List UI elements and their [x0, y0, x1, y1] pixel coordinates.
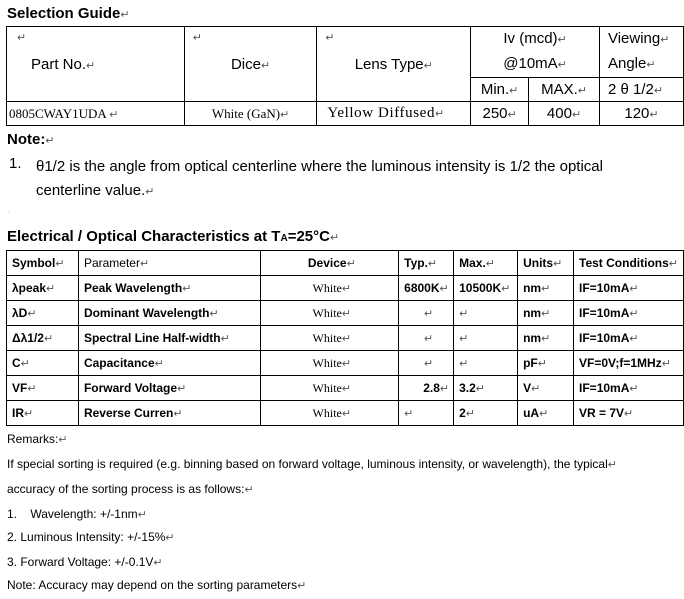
cell-max: ↵	[454, 301, 518, 326]
header-viewing-angle: Viewing↵ Angle↵	[599, 27, 683, 78]
cell-symbol: C↵	[7, 351, 79, 376]
header-symbol: Symbol↵	[7, 251, 79, 276]
table-row	[7, 376, 684, 401]
header-parameter: Parameter↵	[78, 251, 260, 276]
cell-max: 10500K↵	[454, 276, 518, 301]
cell-parameter: Reverse Curren↵	[78, 401, 260, 426]
note-item-number: 1.	[9, 155, 22, 172]
header-dice: ↵ Dice↵	[184, 27, 317, 102]
selection-guide-title: Selection Guide↵	[7, 5, 130, 22]
header-max: MAX.↵	[529, 78, 600, 102]
cell-test-condition: VF=0V;f=1MHz↵	[574, 351, 684, 376]
cell-test-condition: VR = 7V↵	[574, 401, 684, 426]
cell-parameter: Capacitance↵	[78, 351, 260, 376]
cell-device: White↵	[260, 326, 399, 351]
cell-lens-type: Yellow Diffused↵	[317, 102, 471, 126]
cell-parameter: Spectral Line Half-width↵	[78, 326, 260, 351]
cell-test-condition: IF=10mA↵	[574, 301, 684, 326]
cell-max: 3.2↵	[454, 376, 518, 401]
paragraph-dot: .	[8, 208, 10, 214]
remarks-line-1: If special sorting is required (e.g. binning based on forward voltage, luminous intensity, or wavelength), the typical↵	[7, 457, 617, 471]
remarks-line-2: accuracy of the sorting process is as follows:↵	[7, 482, 254, 496]
cell-units: uA↵	[518, 401, 574, 426]
cell-device: White↵	[260, 276, 399, 301]
cell-typ: ↵	[399, 351, 454, 376]
cell-parameter: Forward Voltage↵	[78, 376, 260, 401]
remarks-item-voltage: 3. Forward Voltage: +/-0.1V↵	[7, 555, 163, 569]
cell-angle: 120↵	[599, 102, 683, 126]
cell-device: White↵	[260, 351, 399, 376]
header-typ: Typ.↵	[399, 251, 454, 276]
selection-table	[6, 26, 684, 126]
cell-max: 400↵	[529, 102, 600, 126]
header-part-no: ↵ Part No.↵	[7, 27, 185, 102]
cell-max: ↵	[454, 351, 518, 376]
cell-symbol: λD↵	[7, 301, 79, 326]
cell-part-no: 0805CWAY1UDA ↵	[7, 102, 185, 126]
header-units: Units↵	[518, 251, 574, 276]
cell-typ: 2.8↵	[399, 376, 454, 401]
table-row	[7, 276, 684, 301]
cell-units: V↵	[518, 376, 574, 401]
cell-min: 250↵	[471, 102, 529, 126]
cell-units: nm↵	[518, 326, 574, 351]
cell-parameter: Dominant Wavelength↵	[78, 301, 260, 326]
electrical-header-row	[7, 251, 684, 276]
table-row	[7, 326, 684, 351]
cell-device: White↵	[260, 401, 399, 426]
cell-typ: ↵	[399, 301, 454, 326]
cell-units: pF↵	[518, 351, 574, 376]
header-min: Min.↵	[471, 78, 529, 102]
header-lens-type: ↵ Lens Type↵	[317, 27, 471, 102]
cell-device: White↵	[260, 376, 399, 401]
remarks-item-wavelength: 1. Wavelength: +/-1nm↵	[7, 507, 147, 521]
cell-symbol: IR↵	[7, 401, 79, 426]
table-row	[7, 301, 684, 326]
cell-symbol: VF↵	[7, 376, 79, 401]
cell-parameter: Peak Wavelength↵	[78, 276, 260, 301]
electrical-title: Electrical / Optical Characteristics at TA=25°C↵	[7, 228, 340, 245]
header-max: Max.↵	[454, 251, 518, 276]
header-angle: 2 θ 1/2↵	[599, 78, 683, 102]
cell-units: nm↵	[518, 301, 574, 326]
cell-symbol: Δλ1/2↵	[7, 326, 79, 351]
header-device: Device↵	[260, 251, 399, 276]
remarks-item-luminous: 2. Luminous Intensity: +/-15%↵	[7, 530, 175, 544]
cell-typ: ↵	[399, 401, 454, 426]
cell-symbol: λpeak↵	[7, 276, 79, 301]
header-test-conditions: Test Conditions↵	[574, 251, 684, 276]
cell-test-condition: IF=10mA↵	[574, 276, 684, 301]
note-title: Note:↵	[7, 131, 55, 148]
cell-units: nm↵	[518, 276, 574, 301]
cell-max: 2↵	[454, 401, 518, 426]
table-row	[7, 401, 684, 426]
remarks-footer: Note: Accuracy may depend on the sorting parameters↵	[7, 578, 307, 592]
header-iv: Iv (mcd)↵ @10mA↵	[471, 27, 600, 78]
cell-device: White↵	[260, 301, 399, 326]
table-row	[7, 351, 684, 376]
cell-dice: White (GaN)↵	[184, 102, 317, 126]
electrical-table	[6, 250, 684, 426]
note-item-text: θ1/2 is the angle from optical centerline where the luminous intensity is 1/2 the optical centerline value.↵	[36, 158, 603, 199]
cell-typ: 6800K↵	[399, 276, 454, 301]
remarks-title: Remarks:↵	[7, 432, 68, 446]
cell-typ: ↵	[399, 326, 454, 351]
cell-max: ↵	[454, 326, 518, 351]
cell-test-condition: IF=10mA↵	[574, 376, 684, 401]
cell-test-condition: IF=10mA↵	[574, 326, 684, 351]
